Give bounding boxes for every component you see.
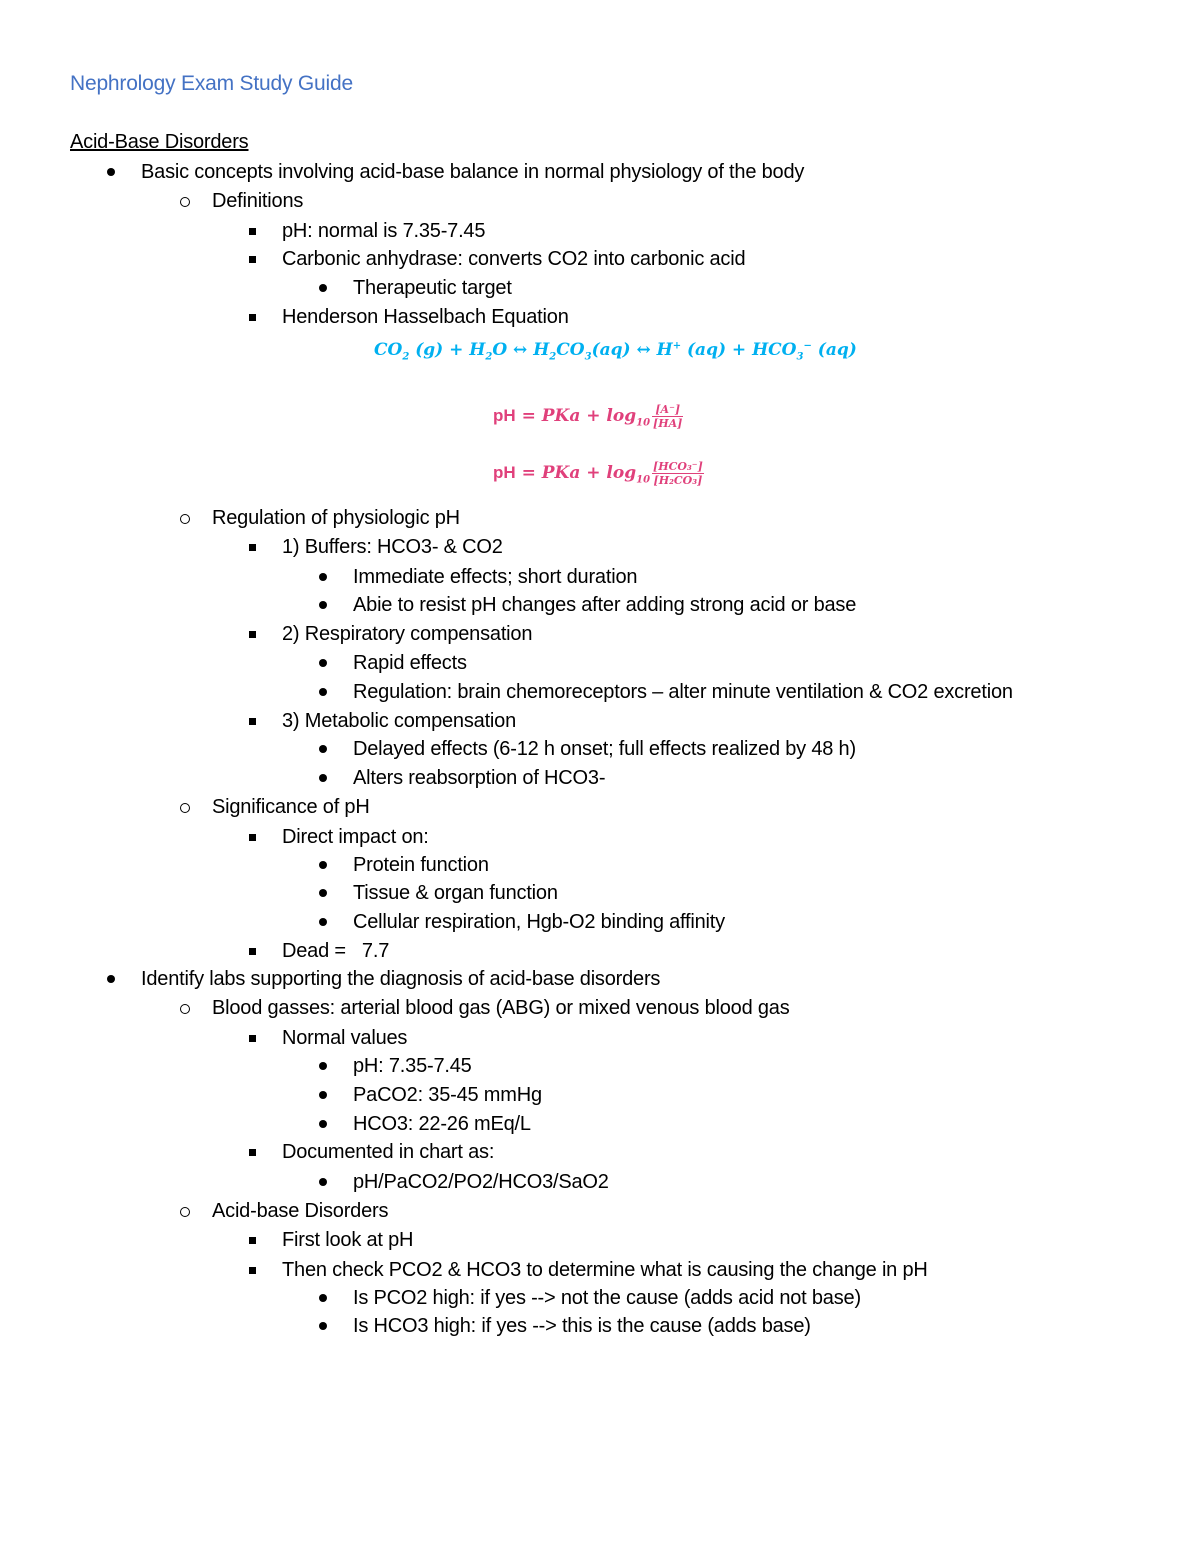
- list-item: Identify labs supporting the diagnosis of acid-base disorders: [141, 967, 660, 991]
- list-item: Basic concepts involving acid-base balance in normal physiology of the body: [141, 160, 804, 184]
- bullet-icon: [319, 573, 327, 581]
- list-item: Henderson Hasselbach Equation: [282, 305, 569, 329]
- list-item: Acid-base Disorders: [212, 1199, 388, 1223]
- list-item: Blood gasses: arterial blood gas (ABG) or mixed venous blood gas: [212, 996, 790, 1020]
- list-item: 1) Buffers: HCO3- & CO2: [282, 535, 503, 559]
- square-bullet-icon: [249, 314, 256, 321]
- square-bullet-icon: [249, 544, 256, 551]
- square-bullet-icon: [249, 1237, 256, 1244]
- list-item: Dead = 7.7: [282, 939, 389, 963]
- square-bullet-icon: [249, 1267, 256, 1274]
- list-item: Direct impact on:: [282, 825, 429, 849]
- henderson-hasselbach-bicarbonate: pH = PKa + $\log_{10}$ $\frac{\text{[HCO₃⁻]}}{\text{[H₂CO₃]}}$: [493, 460, 703, 487]
- square-bullet-icon: [249, 718, 256, 725]
- bullet-icon: [319, 659, 327, 667]
- list-item: pH: 7.35-7.45: [353, 1054, 472, 1078]
- list-item: First look at pH: [282, 1228, 413, 1252]
- list-item: Is HCO3 high: if yes --> this is the cause (adds base): [353, 1314, 811, 1338]
- square-bullet-icon: [249, 256, 256, 263]
- list-item: Tissue & organ function: [353, 881, 558, 905]
- list-item: Rapid effects: [353, 651, 467, 675]
- list-item: 3) Metabolic compensation: [282, 709, 516, 733]
- circle-bullet-icon: [180, 803, 190, 813]
- list-item: Protein function: [353, 853, 489, 877]
- square-bullet-icon: [249, 228, 256, 235]
- list-item: Alters reabsorption of HCO3-: [353, 766, 605, 790]
- list-item: Immediate effects; short duration: [353, 565, 637, 589]
- page-title: Nephrology Exam Study Guide: [70, 72, 353, 95]
- bullet-icon: [319, 889, 327, 897]
- list-item: PaCO2: 35-45 mmHg: [353, 1083, 542, 1107]
- square-bullet-icon: [249, 834, 256, 841]
- list-item: Carbonic anhydrase: converts CO2 into carbonic acid: [282, 247, 745, 271]
- bullet-icon: [107, 168, 115, 176]
- bullet-icon: [107, 975, 115, 983]
- list-item: Documented in chart as:: [282, 1140, 494, 1164]
- square-bullet-icon: [249, 1149, 256, 1156]
- circle-bullet-icon: [180, 1207, 190, 1217]
- list-item: Definitions: [212, 189, 303, 213]
- list-item: 2) Respiratory compensation: [282, 622, 532, 646]
- list-item: Therapeutic target: [353, 276, 512, 300]
- list-item: pH: normal is 7.35-7.45: [282, 219, 485, 243]
- square-bullet-icon: [249, 631, 256, 638]
- list-item: Delayed effects (6-12 h onset; full effects realized by 48 h): [353, 737, 856, 761]
- list-item: Regulation: brain chemoreceptors – alter minute ventilation & CO2 excretion: [353, 680, 1013, 704]
- bullet-icon: [319, 1120, 327, 1128]
- list-item: Then check PCO2 & HCO3 to determine what is causing the change in pH: [282, 1258, 928, 1282]
- circle-bullet-icon: [180, 514, 190, 524]
- bullet-icon: [319, 1294, 327, 1302]
- bullet-icon: [319, 688, 327, 696]
- bullet-icon: [319, 601, 327, 609]
- list-item: Abie to resist pH changes after adding strong acid or base: [353, 593, 856, 617]
- list-item: Cellular respiration, Hgb-O2 binding affinity: [353, 910, 725, 934]
- square-bullet-icon: [249, 948, 256, 955]
- list-item: Is PCO2 high: if yes --> not the cause (adds acid not base): [353, 1286, 861, 1310]
- bullet-icon: [319, 861, 327, 869]
- square-bullet-icon: [249, 1035, 256, 1042]
- list-item: pH/PaCO2/PO2/HCO3/SaO2: [353, 1170, 609, 1194]
- section-heading: Acid-Base Disorders: [70, 131, 249, 153]
- list-item: Normal values: [282, 1026, 407, 1050]
- list-item: HCO3: 22-26 mEq/L: [353, 1112, 531, 1136]
- chemical-equation: $CO_2$ $(g) + H_2O$ ↔ $H_2CO_3(aq)$ ↔ H+ $(aq) + HCO_3^-$ (aq): [374, 340, 857, 363]
- bullet-icon: [319, 1091, 327, 1099]
- henderson-hasselbach-general: pH = PKa + $\log_{10}$ $\frac{[A^-]}{[HA]}$: [493, 403, 683, 430]
- bullet-icon: [319, 1178, 327, 1186]
- circle-bullet-icon: [180, 197, 190, 207]
- bullet-icon: [319, 284, 327, 292]
- bullet-icon: [319, 1062, 327, 1070]
- list-item: Significance of pH: [212, 795, 370, 819]
- bullet-icon: [319, 918, 327, 926]
- bullet-icon: [319, 774, 327, 782]
- list-item: Regulation of physiologic pH: [212, 506, 460, 530]
- bullet-icon: [319, 1322, 327, 1330]
- bullet-icon: [319, 745, 327, 753]
- circle-bullet-icon: [180, 1004, 190, 1014]
